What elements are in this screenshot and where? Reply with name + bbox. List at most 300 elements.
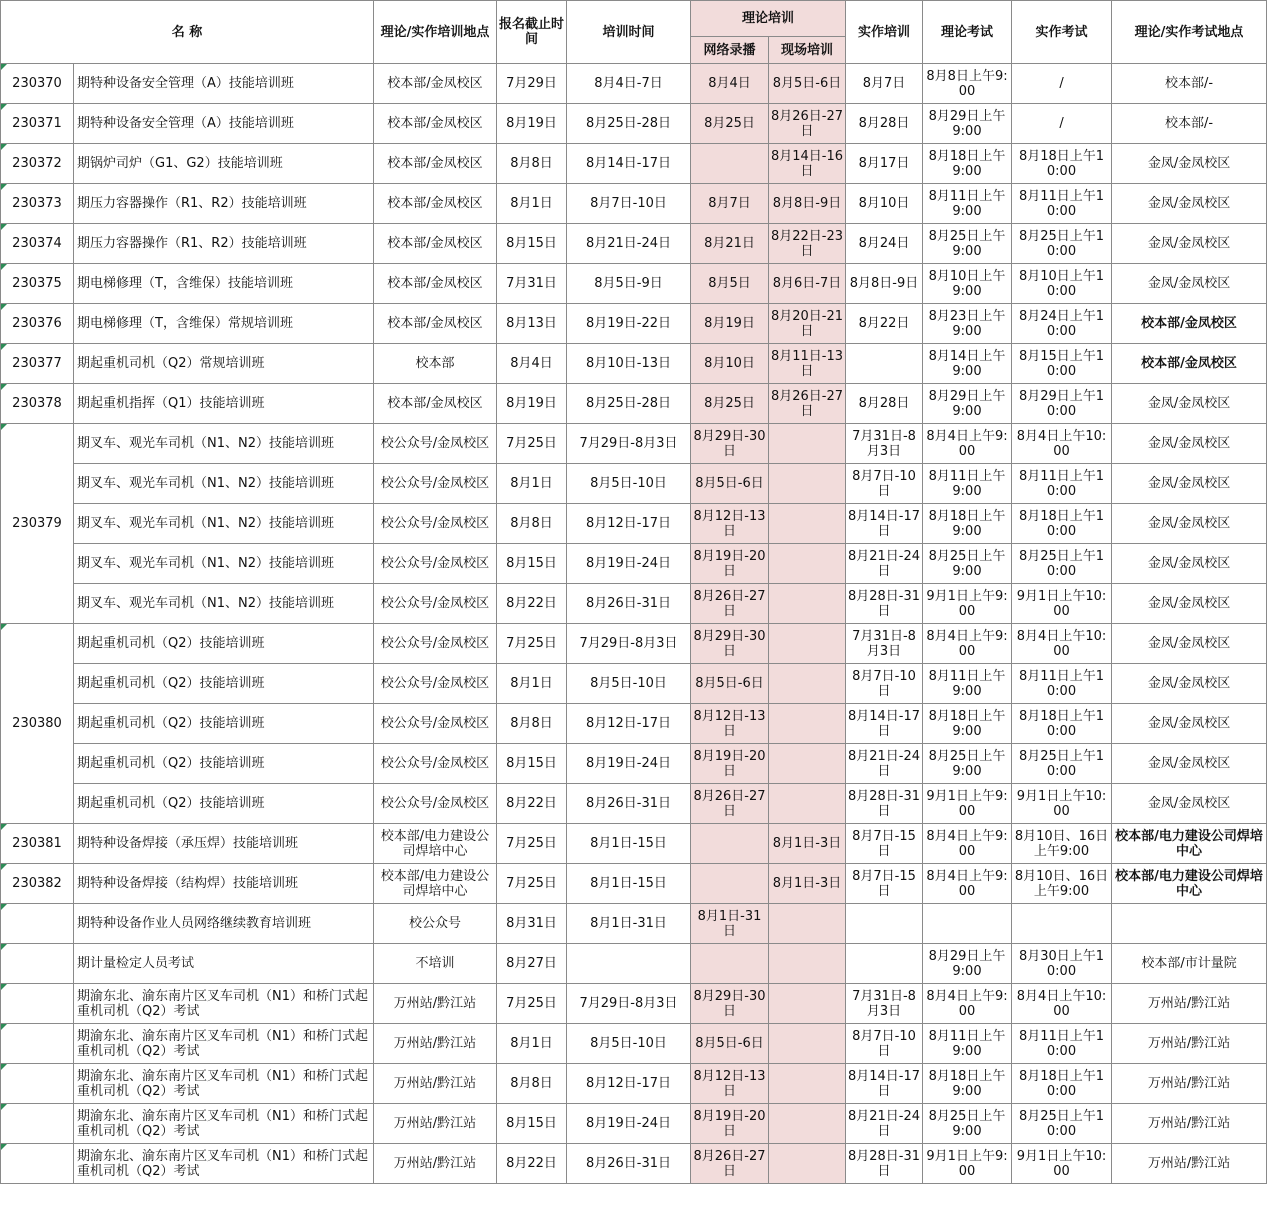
cell-deadline: 7月25日 — [497, 864, 567, 904]
cell-training-time: 8月1日-15日 — [567, 864, 691, 904]
cell-deadline: 8月31日 — [497, 904, 567, 944]
cell-theory-exam: 8月4日上午9:00 — [923, 864, 1012, 904]
cell-exam-location: 金凤/金凤校区 — [1112, 664, 1267, 704]
cell-training-time: 8月19日-22日 — [567, 304, 691, 344]
cell-deadline: 8月19日 — [497, 384, 567, 424]
cell-name: 期渝东北、渝东南片区叉车司机（N1）和桥门式起重机司机（Q2）考试 — [74, 984, 374, 1024]
cell-practical-exam: / — [1012, 64, 1112, 104]
cell-practical-exam: 9月1日上午10:00 — [1012, 584, 1112, 624]
cell-deadline: 8月4日 — [497, 344, 567, 384]
table-row — [1, 584, 1267, 624]
cell-onsite: 8月14日-16日 — [769, 144, 846, 184]
cell-practical-exam: 8月25日上午10:00 — [1012, 1104, 1112, 1144]
cell-exam-location: 校本部/电力建设公司焊培中心 — [1112, 824, 1267, 864]
cell-theory-exam: 8月4日上午9:00 — [923, 824, 1012, 864]
table-row — [1, 984, 1267, 1024]
table-row — [1, 504, 1267, 544]
cell-practical-exam: 8月18日上午10:00 — [1012, 704, 1112, 744]
cell-location: 校公众号/金凤校区 — [374, 424, 497, 464]
cell-practical-exam: 9月1日上午10:00 — [1012, 784, 1112, 824]
cell-deadline: 7月31日 — [497, 264, 567, 304]
table-row — [1, 424, 1267, 464]
cell-deadline: 8月19日 — [497, 104, 567, 144]
cell-name: 期渝东北、渝东南片区叉车司机（N1）和桥门式起重机司机（Q2）考试 — [74, 1024, 374, 1064]
table-row — [1, 864, 1267, 904]
cell-theory-exam: 8月18日上午9:00 — [923, 704, 1012, 744]
header-training-time: 培训时间 — [567, 1, 691, 64]
cell-location: 校公众号 — [374, 904, 497, 944]
header-name: 名 称 — [1, 1, 374, 64]
cell-practical: 8月17日 — [846, 144, 923, 184]
cell-practical-exam: 8月11日上午10:00 — [1012, 464, 1112, 504]
table-row — [1, 104, 1267, 144]
table-row — [1, 624, 1267, 664]
cell-deadline: 8月15日 — [497, 1104, 567, 1144]
cell-exam-location: 万州站/黔江站 — [1112, 1144, 1267, 1184]
cell-location: 万州站/黔江站 — [374, 1064, 497, 1104]
cell-online: 8月29日-30日 — [691, 624, 769, 664]
cell-onsite — [769, 544, 846, 584]
cell-practical — [846, 344, 923, 384]
cell-location: 不培训 — [374, 944, 497, 984]
cell-location: 校本部/电力建设公司焊培中心 — [374, 824, 497, 864]
cell-practical-exam: 8月18日上午10:00 — [1012, 1064, 1112, 1104]
cell-online: 8月5日 — [691, 264, 769, 304]
cell-name: 期起重机司机（Q2）常规培训班 — [74, 344, 374, 384]
cell-name: 期压力容器操作（R1、R2）技能培训班 — [74, 224, 374, 264]
cell-deadline: 8月15日 — [497, 744, 567, 784]
cell-deadline: 8月8日 — [497, 1064, 567, 1104]
table-row — [1, 664, 1267, 704]
cell-online: 8月26日-27日 — [691, 784, 769, 824]
cell-location: 万州站/黔江站 — [374, 984, 497, 1024]
table-row — [1, 744, 1267, 784]
cell-theory-exam: 8月25日上午9:00 — [923, 1104, 1012, 1144]
cell-theory-exam: 8月10日上午9:00 — [923, 264, 1012, 304]
cell-training-time: 8月19日-24日 — [567, 544, 691, 584]
cell-theory-exam: 8月25日上午9:00 — [923, 544, 1012, 584]
cell-code: 230376 — [1, 304, 74, 344]
cell-training-time: 8月19日-24日 — [567, 744, 691, 784]
cell-exam-location: 金凤/金凤校区 — [1112, 624, 1267, 664]
cell-practical — [846, 944, 923, 984]
cell-exam-location: 金凤/金凤校区 — [1112, 264, 1267, 304]
cell-onsite — [769, 704, 846, 744]
cell-practical: 8月14日-17日 — [846, 1064, 923, 1104]
cell-onsite — [769, 1104, 846, 1144]
cell-name: 期起重机司机（Q2）技能培训班 — [74, 664, 374, 704]
cell-deadline: 8月8日 — [497, 704, 567, 744]
cell-practical: 8月7日-15日 — [846, 864, 923, 904]
cell-code: 230371 — [1, 104, 74, 144]
cell-name: 期叉车、观光车司机（N1、N2）技能培训班 — [74, 464, 374, 504]
cell-practical: 8月21日-24日 — [846, 1104, 923, 1144]
cell-code — [1, 904, 74, 944]
cell-practical-exam: 8月25日上午10:00 — [1012, 224, 1112, 264]
header-exam-location: 理论/实作考试地点 — [1112, 1, 1267, 64]
cell-code: 230372 — [1, 144, 74, 184]
table-row — [1, 464, 1267, 504]
cell-theory-exam: 8月11日上午9:00 — [923, 464, 1012, 504]
table-row — [1, 384, 1267, 424]
cell-theory-exam: 8月8日上午9:00 — [923, 64, 1012, 104]
cell-practical-exam: 8月4日上午10:00 — [1012, 424, 1112, 464]
cell-practical-exam: 8月24日上午10:00 — [1012, 304, 1112, 344]
cell-practical-exam: / — [1012, 104, 1112, 144]
cell-location: 校本部/金凤校区 — [374, 224, 497, 264]
cell-onsite — [769, 1144, 846, 1184]
cell-deadline: 8月1日 — [497, 664, 567, 704]
cell-training-time: 7月29日-8月3日 — [567, 424, 691, 464]
cell-practical: 8月7日 — [846, 64, 923, 104]
cell-exam-location: 金凤/金凤校区 — [1112, 184, 1267, 224]
cell-onsite — [769, 784, 846, 824]
cell-training-time: 8月12日-17日 — [567, 704, 691, 744]
cell-theory-exam: 8月4日上午9:00 — [923, 624, 1012, 664]
cell-location: 万州站/黔江站 — [374, 1024, 497, 1064]
cell-code — [1, 984, 74, 1024]
cell-theory-exam: 9月1日上午9:00 — [923, 784, 1012, 824]
header-location: 理论/实作培训地点 — [374, 1, 497, 64]
cell-code — [1, 1064, 74, 1104]
cell-location: 校公众号/金凤校区 — [374, 504, 497, 544]
cell-exam-location: 金凤/金凤校区 — [1112, 424, 1267, 464]
cell-practical-exam: 8月30日上午10:00 — [1012, 944, 1112, 984]
cell-online: 8月25日 — [691, 384, 769, 424]
table-row — [1, 784, 1267, 824]
cell-training-time: 8月21日-24日 — [567, 224, 691, 264]
header-onsite: 现场培训 — [769, 37, 846, 64]
cell-practical: 8月28日 — [846, 384, 923, 424]
cell-practical-exam: 8月10日上午10:00 — [1012, 264, 1112, 304]
cell-practical: 8月7日-10日 — [846, 464, 923, 504]
cell-onsite: 8月8日-9日 — [769, 184, 846, 224]
cell-theory-exam: 8月18日上午9:00 — [923, 1064, 1012, 1104]
cell-training-time: 8月7日-10日 — [567, 184, 691, 224]
cell-theory-exam: 8月4日上午9:00 — [923, 424, 1012, 464]
cell-theory-exam: 8月29日上午9:00 — [923, 944, 1012, 984]
table-row — [1, 704, 1267, 744]
cell-exam-location: 金凤/金凤校区 — [1112, 544, 1267, 584]
cell-training-time: 8月12日-17日 — [567, 504, 691, 544]
cell-name: 期叉车、观光车司机（N1、N2）技能培训班 — [74, 504, 374, 544]
cell-exam-location: 金凤/金凤校区 — [1112, 704, 1267, 744]
cell-practical: 8月21日-24日 — [846, 744, 923, 784]
cell-practical: 8月10日 — [846, 184, 923, 224]
cell-deadline: 8月8日 — [497, 144, 567, 184]
cell-onsite — [769, 624, 846, 664]
cell-online: 8月4日 — [691, 64, 769, 104]
cell-online: 8月5日-6日 — [691, 664, 769, 704]
cell-theory-exam: 8月11日上午9:00 — [923, 664, 1012, 704]
cell-training-time: 8月5日-10日 — [567, 664, 691, 704]
cell-training-time: 8月4日-7日 — [567, 64, 691, 104]
cell-deadline: 8月22日 — [497, 784, 567, 824]
table-row — [1, 184, 1267, 224]
cell-onsite: 8月1日-3日 — [769, 864, 846, 904]
cell-training-time: 8月12日-17日 — [567, 1064, 691, 1104]
cell-online: 8月7日 — [691, 184, 769, 224]
cell-training-time: 8月26日-31日 — [567, 1144, 691, 1184]
cell-online: 8月5日-6日 — [691, 1024, 769, 1064]
cell-practical: 8月14日-17日 — [846, 504, 923, 544]
cell-deadline: 8月1日 — [497, 184, 567, 224]
cell-exam-location: 金凤/金凤校区 — [1112, 464, 1267, 504]
cell-onsite — [769, 664, 846, 704]
cell-online: 8月21日 — [691, 224, 769, 264]
cell-practical-exam: 8月29日上午10:00 — [1012, 384, 1112, 424]
cell-location: 校公众号/金凤校区 — [374, 464, 497, 504]
cell-theory-exam: 8月14日上午9:00 — [923, 344, 1012, 384]
cell-location: 校本部/电力建设公司焊培中心 — [374, 864, 497, 904]
cell-online — [691, 144, 769, 184]
cell-exam-location: 金凤/金凤校区 — [1112, 584, 1267, 624]
cell-onsite — [769, 904, 846, 944]
cell-online: 8月10日 — [691, 344, 769, 384]
cell-online: 8月29日-30日 — [691, 984, 769, 1024]
cell-location: 万州站/黔江站 — [374, 1144, 497, 1184]
cell-onsite — [769, 584, 846, 624]
cell-training-time: 8月25日-28日 — [567, 104, 691, 144]
cell-code — [1, 1024, 74, 1064]
cell-name: 期特种设备安全管理（A）技能培训班 — [74, 104, 374, 144]
cell-exam-location — [1112, 904, 1267, 944]
cell-onsite: 8月22日-23日 — [769, 224, 846, 264]
cell-location: 校本部/金凤校区 — [374, 64, 497, 104]
table-row — [1, 944, 1267, 984]
cell-deadline: 8月8日 — [497, 504, 567, 544]
cell-online: 8月12日-13日 — [691, 704, 769, 744]
cell-theory-exam — [923, 904, 1012, 944]
table-row — [1, 1144, 1267, 1184]
cell-practical: 8月7日-15日 — [846, 824, 923, 864]
cell-code: 230375 — [1, 264, 74, 304]
cell-practical: 7月31日-8月3日 — [846, 984, 923, 1024]
cell-location: 校公众号/金凤校区 — [374, 704, 497, 744]
cell-online: 8月12日-13日 — [691, 1064, 769, 1104]
cell-training-time: 8月5日-10日 — [567, 1024, 691, 1064]
header-practical-exam: 实作考试 — [1012, 1, 1112, 64]
cell-location: 校公众号/金凤校区 — [374, 544, 497, 584]
table-row — [1, 264, 1267, 304]
cell-practical: 8月21日-24日 — [846, 544, 923, 584]
cell-name: 期起重机司机（Q2）技能培训班 — [74, 784, 374, 824]
cell-location: 校本部 — [374, 344, 497, 384]
cell-location: 校本部/金凤校区 — [374, 144, 497, 184]
cell-exam-location: 校本部/市计量院 — [1112, 944, 1267, 984]
cell-practical: 7月31日-8月3日 — [846, 424, 923, 464]
table-row — [1, 1104, 1267, 1144]
cell-onsite — [769, 944, 846, 984]
cell-theory-exam: 8月29日上午9:00 — [923, 384, 1012, 424]
cell-practical: 8月7日-10日 — [846, 1024, 923, 1064]
cell-practical: 8月7日-10日 — [846, 664, 923, 704]
cell-practical: 8月8日-9日 — [846, 264, 923, 304]
cell-online: 8月19日-20日 — [691, 1104, 769, 1144]
cell-exam-location: 金凤/金凤校区 — [1112, 784, 1267, 824]
cell-practical-exam: 8月4日上午10:00 — [1012, 624, 1112, 664]
cell-practical: 8月28日-31日 — [846, 1144, 923, 1184]
cell-onsite — [769, 424, 846, 464]
cell-training-time: 8月5日-9日 — [567, 264, 691, 304]
cell-theory-exam: 8月25日上午9:00 — [923, 224, 1012, 264]
cell-online: 8月12日-13日 — [691, 504, 769, 544]
cell-onsite: 8月5日-6日 — [769, 64, 846, 104]
header-online: 网络录播 — [691, 37, 769, 64]
cell-training-time: 8月26日-31日 — [567, 784, 691, 824]
cell-practical: 8月24日 — [846, 224, 923, 264]
cell-name: 期特种设备焊接（承压焊）技能培训班 — [74, 824, 374, 864]
cell-deadline: 8月27日 — [497, 944, 567, 984]
cell-practical-exam: 8月25日上午10:00 — [1012, 744, 1112, 784]
table-row — [1, 224, 1267, 264]
cell-onsite: 8月20日-21日 — [769, 304, 846, 344]
cell-theory-exam: 8月25日上午9:00 — [923, 744, 1012, 784]
table-row — [1, 304, 1267, 344]
cell-name: 期叉车、观光车司机（N1、N2）技能培训班 — [74, 584, 374, 624]
table-row — [1, 64, 1267, 104]
cell-name: 期电梯修理（T，含维保）常规培训班 — [74, 304, 374, 344]
header-theory: 理论培训 — [691, 1, 846, 37]
cell-exam-location: 万州站/黔江站 — [1112, 1024, 1267, 1064]
table-row — [1, 904, 1267, 944]
cell-online — [691, 864, 769, 904]
cell-theory-exam: 8月18日上午9:00 — [923, 144, 1012, 184]
cell-code: 230374 — [1, 224, 74, 264]
cell-name: 期特种设备安全管理（A）技能培训班 — [74, 64, 374, 104]
cell-training-time — [567, 944, 691, 984]
cell-onsite: 8月26日-27日 — [769, 384, 846, 424]
cell-training-time: 7月29日-8月3日 — [567, 984, 691, 1024]
cell-exam-location: 金凤/金凤校区 — [1112, 144, 1267, 184]
cell-theory-exam: 8月18日上午9:00 — [923, 504, 1012, 544]
cell-onsite: 8月11日-13日 — [769, 344, 846, 384]
cell-theory-exam: 8月29日上午9:00 — [923, 104, 1012, 144]
cell-onsite — [769, 984, 846, 1024]
cell-exam-location: 万州站/黔江站 — [1112, 1064, 1267, 1104]
cell-code — [1, 1104, 74, 1144]
cell-code: 230380 — [1, 624, 74, 824]
cell-training-time: 8月26日-31日 — [567, 584, 691, 624]
cell-deadline: 8月1日 — [497, 1024, 567, 1064]
cell-training-time: 8月19日-24日 — [567, 1104, 691, 1144]
cell-name: 期起重机指挥（Q1）技能培训班 — [74, 384, 374, 424]
cell-online: 8月26日-27日 — [691, 1144, 769, 1184]
cell-theory-exam: 9月1日上午9:00 — [923, 584, 1012, 624]
cell-code: 230370 — [1, 64, 74, 104]
cell-exam-location: 万州站/黔江站 — [1112, 984, 1267, 1024]
cell-online: 8月19日 — [691, 304, 769, 344]
cell-theory-exam: 9月1日上午9:00 — [923, 1144, 1012, 1184]
cell-exam-location: 金凤/金凤校区 — [1112, 224, 1267, 264]
cell-name: 期渝东北、渝东南片区叉车司机（N1）和桥门式起重机司机（Q2）考试 — [74, 1144, 374, 1184]
cell-onsite — [769, 1024, 846, 1064]
cell-practical — [846, 904, 923, 944]
cell-practical: 8月14日-17日 — [846, 704, 923, 744]
cell-deadline: 8月15日 — [497, 544, 567, 584]
cell-location: 校本部/金凤校区 — [374, 264, 497, 304]
cell-practical: 7月31日-8月3日 — [846, 624, 923, 664]
cell-code: 230373 — [1, 184, 74, 224]
cell-name: 期压力容器操作（R1、R2）技能培训班 — [74, 184, 374, 224]
cell-online — [691, 944, 769, 984]
cell-training-time: 8月10日-13日 — [567, 344, 691, 384]
header-theory-exam: 理论考试 — [923, 1, 1012, 64]
cell-location: 校公众号/金凤校区 — [374, 744, 497, 784]
cell-onsite: 8月26日-27日 — [769, 104, 846, 144]
cell-code: 230377 — [1, 344, 74, 384]
cell-practical-exam: 8月15日上午10:00 — [1012, 344, 1112, 384]
cell-theory-exam: 8月23日上午9:00 — [923, 304, 1012, 344]
cell-location: 万州站/黔江站 — [374, 1104, 497, 1144]
cell-theory-exam: 8月11日上午9:00 — [923, 1024, 1012, 1064]
cell-exam-location: 金凤/金凤校区 — [1112, 744, 1267, 784]
table-row — [1, 544, 1267, 584]
cell-name: 期特种设备作业人员网络继续教育培训班 — [74, 904, 374, 944]
cell-practical-exam: 8月18日上午10:00 — [1012, 144, 1112, 184]
cell-deadline: 8月15日 — [497, 224, 567, 264]
cell-onsite: 8月1日-3日 — [769, 824, 846, 864]
cell-practical-exam: 9月1日上午10:00 — [1012, 1144, 1112, 1184]
cell-training-time: 8月25日-28日 — [567, 384, 691, 424]
cell-online: 8月19日-20日 — [691, 744, 769, 784]
cell-location: 校本部/金凤校区 — [374, 384, 497, 424]
cell-training-time: 7月29日-8月3日 — [567, 624, 691, 664]
cell-exam-location: 校本部/电力建设公司焊培中心 — [1112, 864, 1267, 904]
cell-online: 8月5日-6日 — [691, 464, 769, 504]
cell-online: 8月29日-30日 — [691, 424, 769, 464]
cell-deadline: 8月1日 — [497, 464, 567, 504]
cell-deadline: 7月25日 — [497, 824, 567, 864]
cell-exam-location: 万州站/黔江站 — [1112, 1104, 1267, 1144]
cell-name: 期渝东北、渝东南片区叉车司机（N1）和桥门式起重机司机（Q2）考试 — [74, 1064, 374, 1104]
cell-location: 校本部/金凤校区 — [374, 304, 497, 344]
cell-deadline: 7月25日 — [497, 624, 567, 664]
cell-name: 期计量检定人员考试 — [74, 944, 374, 984]
cell-exam-location: 校本部/金凤校区 — [1112, 304, 1267, 344]
table-row — [1, 1064, 1267, 1104]
cell-onsite — [769, 744, 846, 784]
cell-onsite — [769, 464, 846, 504]
cell-practical-exam: 8月25日上午10:00 — [1012, 544, 1112, 584]
cell-location: 校本部/金凤校区 — [374, 104, 497, 144]
cell-exam-location: 金凤/金凤校区 — [1112, 384, 1267, 424]
cell-practical-exam: 8月4日上午10:00 — [1012, 984, 1112, 1024]
cell-name: 期起重机司机（Q2）技能培训班 — [74, 744, 374, 784]
cell-practical: 8月28日-31日 — [846, 784, 923, 824]
cell-deadline: 8月13日 — [497, 304, 567, 344]
cell-training-time: 8月5日-10日 — [567, 464, 691, 504]
cell-code: 230378 — [1, 384, 74, 424]
cell-training-time: 8月14日-17日 — [567, 144, 691, 184]
table-row — [1, 1024, 1267, 1064]
cell-location: 校公众号/金凤校区 — [374, 784, 497, 824]
cell-practical-exam: 8月11日上午10:00 — [1012, 664, 1112, 704]
cell-code — [1, 944, 74, 984]
cell-name: 期特种设备焊接（结构焊）技能培训班 — [74, 864, 374, 904]
cell-practical-exam — [1012, 904, 1112, 944]
header-deadline: 报名截止时间 — [497, 1, 567, 64]
cell-name: 期锅炉司炉（G1、G2）技能培训班 — [74, 144, 374, 184]
table-row — [1, 344, 1267, 384]
cell-deadline: 8月22日 — [497, 584, 567, 624]
header-practical: 实作培训 — [846, 1, 923, 64]
cell-name: 期叉车、观光车司机（N1、N2）技能培训班 — [74, 544, 374, 584]
cell-online — [691, 824, 769, 864]
cell-onsite: 8月6日-7日 — [769, 264, 846, 304]
cell-training-time: 8月1日-31日 — [567, 904, 691, 944]
table-row — [1, 144, 1267, 184]
